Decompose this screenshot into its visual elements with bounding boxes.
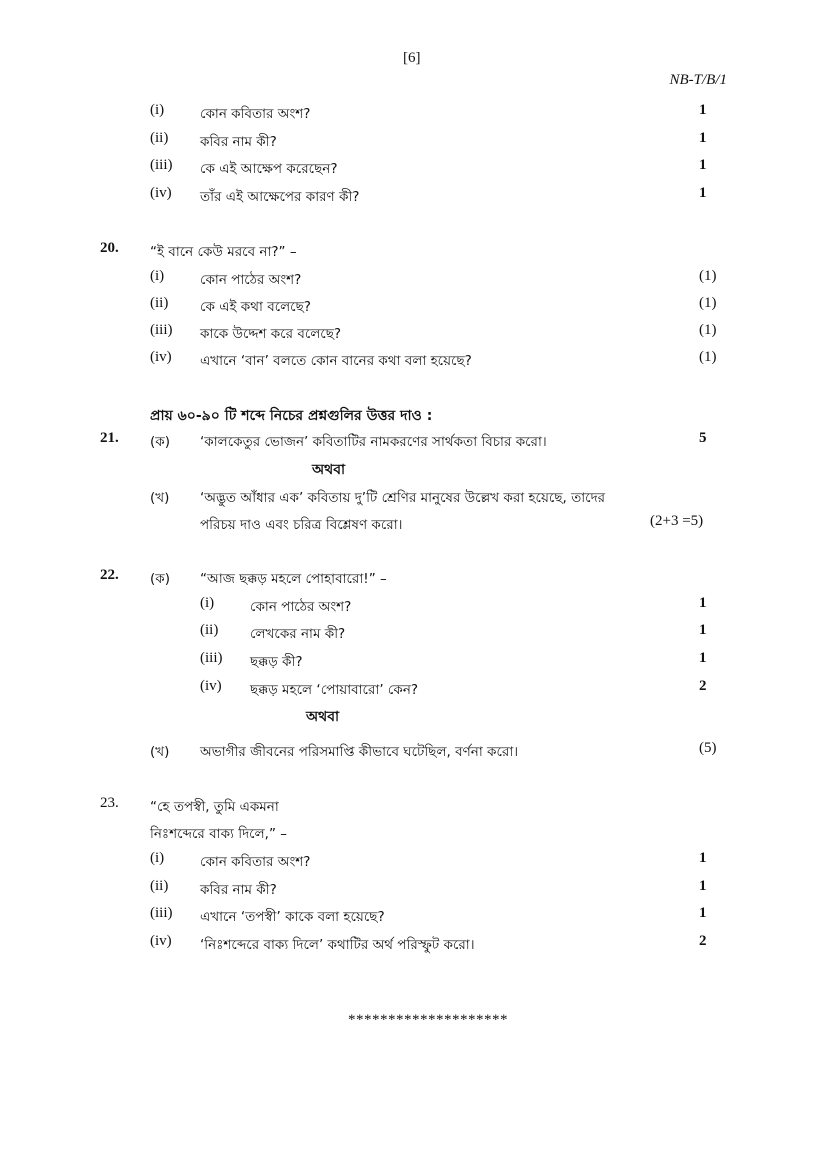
part-marks: 1 [699,905,707,921]
part-text: কাকে উদ্দেশ করে বলেছে? [200,326,342,342]
part-marks: (1) [699,349,717,365]
part-label: (ii) [200,622,219,638]
section-heading: প্রায় ৬০-৯০ টি শব্দে নিচের প্রশ্নগুলির উত্তর দাও : [150,408,433,424]
question-number: 22. [100,567,119,583]
part-marks: 2 [699,933,707,949]
or-label: অথবা [312,462,346,478]
part-text: ছক্কড় কী? [250,654,303,670]
part-text: কে এই কথা বলেছে? [200,299,311,315]
question-quote-line: নিঃশব্দেরে বাক্য দিলে,” – [150,826,287,842]
part-label: (ii) [150,878,169,894]
part-marks: 1 [699,130,707,146]
part-label: (i) [200,595,215,611]
part-label: (iv) [150,349,172,365]
part-text: কবির নাম কী? [200,882,277,898]
question-quote: “আজ ছক্কড় মহলে পোহাবারো!” – [200,571,387,587]
part-text: তাঁর এই আক্ষেপের কারণ কী? [200,189,360,205]
part-marks: 1 [699,622,707,638]
option-text: অভাগীর জীবনের পরিসমাপ্তি কীভাবে ঘটেছিল, বর্ণনা করো। [200,744,519,760]
part-label: (i) [150,850,165,866]
part-text: ছক্কড় মহলে ‘পোয়াবারো’ কেন? [250,682,419,698]
part-text: কোন পাঠের অংশ? [200,272,302,288]
part-label: (i) [150,268,165,284]
paper-code: NB-T/B/1 [669,72,727,88]
part-marks: 1 [699,157,707,173]
part-text: কে এই আক্ষেপ করেছেন? [200,161,338,177]
option-marks: (5) [699,740,717,756]
part-text: কবির নাম কী? [200,134,277,150]
question-quote: “ই বানে কেউ মরবে না?” – [150,244,297,260]
option-label: (ক) [150,571,170,587]
question-number: 23. [100,795,119,811]
part-marks: 1 [699,878,707,894]
option-text-line: ‘অদ্ভুত আঁধার এক’ কবিতায় দু’টি শ্রেণির মানুষের উল্লেখ করা হয়েছে, তাদের [200,490,606,506]
part-marks: 1 [699,102,707,118]
part-text: লেখকের নাম কী? [250,626,346,642]
part-label: (iii) [150,157,173,173]
part-marks: 1 [699,595,707,611]
part-marks: 1 [699,185,707,201]
part-label: (iii) [200,650,223,666]
part-marks: 1 [699,850,707,866]
question-number: 20. [100,240,119,256]
option-text-line: পরিচয় দাও এবং চরিত্র বিশ্লেষণ করো। [200,517,403,533]
option-marks: (2+3 =5) [650,513,704,529]
part-marks: (1) [699,322,717,338]
part-label: (ii) [150,295,169,311]
part-label: (iv) [150,933,172,949]
part-marks: 2 [699,678,707,694]
part-label: (iv) [150,185,172,201]
part-label: (ii) [150,130,169,146]
part-label: (iii) [150,905,173,921]
part-label: (i) [150,102,165,118]
part-marks: 1 [699,650,707,666]
option-text: ‘কালকেতুর ভোজন’ কবিতাটির নামকরণের সার্থকতা বিচার করো। [200,434,547,450]
part-label: (iv) [200,678,222,694]
end-marker: ******************** [348,1012,508,1028]
part-text: কোন পাঠের অংশ? [250,599,352,615]
part-text: এখানে ‘তপস্বী’ কাকে বলা হয়েছে? [200,909,385,925]
part-text: কোন কবিতার অংশ? [200,106,311,122]
question-number: 21. [100,430,119,446]
option-label: (খ) [150,744,170,760]
or-label: অথবা [306,709,340,725]
part-marks: (1) [699,268,717,284]
part-marks: (1) [699,295,717,311]
part-text: ‘নিঃশব্দেরে বাক্য দিলে’ কথাটির অর্থ পরিস্ফুট করো। [200,937,475,953]
option-label: (খ) [150,490,170,506]
part-text: এখানে ‘বান’ বলতে কোন বানের কথা বলা হয়েছে? [200,353,472,369]
question-quote-line: “হে তপস্বী, তুমি একমনা [150,799,279,815]
option-marks: 5 [699,430,707,446]
part-text: কোন কবিতার অংশ? [200,854,311,870]
option-label: (ক) [150,434,170,450]
page-number: [6] [403,50,421,66]
part-label: (iii) [150,322,173,338]
